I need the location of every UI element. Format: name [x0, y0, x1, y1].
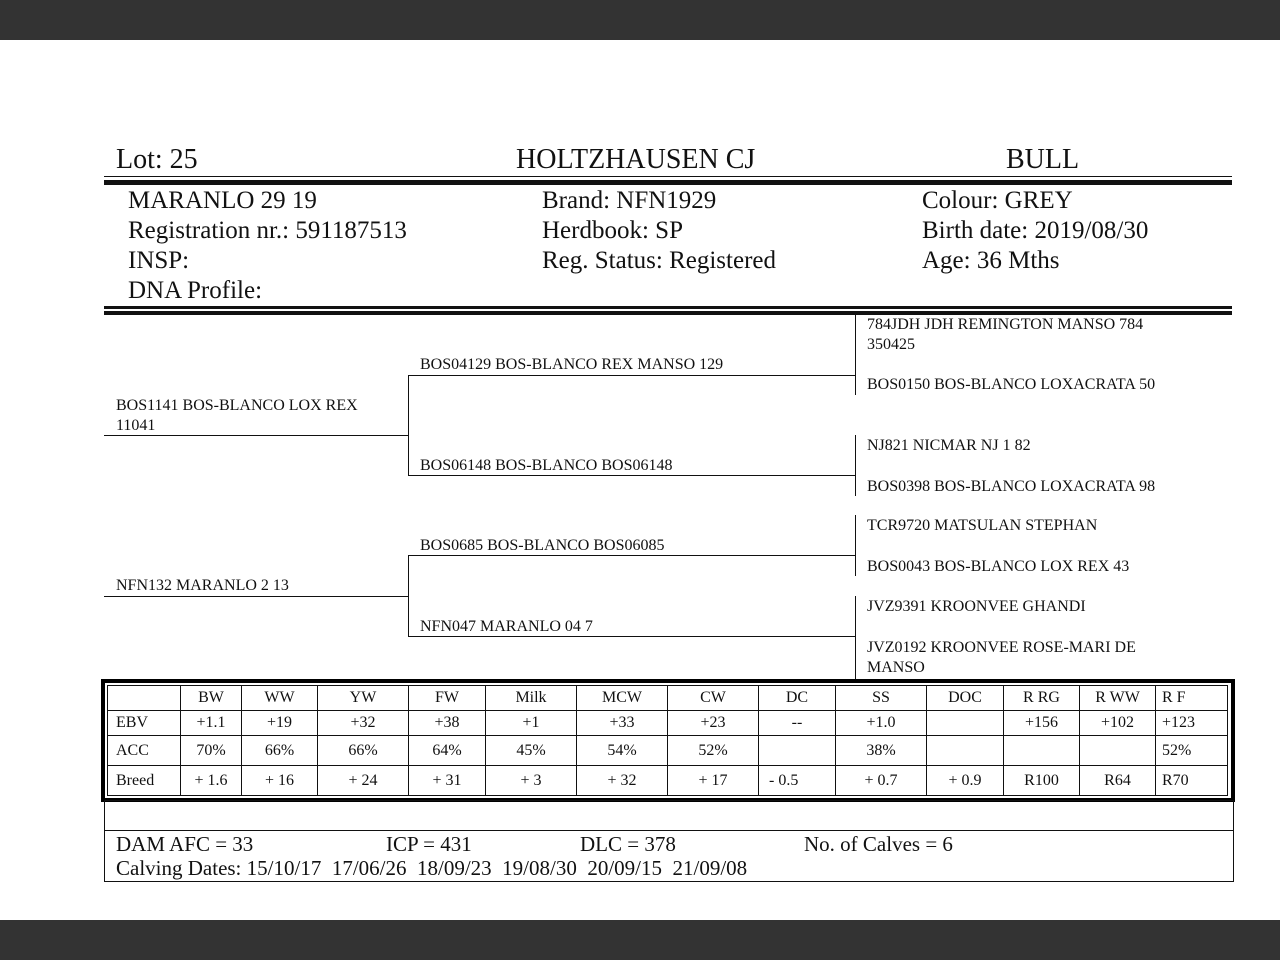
viewer-bottom-bar	[0, 920, 1280, 960]
table-cell: + 0.7	[836, 766, 927, 796]
table-cell: 38%	[836, 736, 927, 766]
acc-row	[108, 736, 1228, 766]
pedigree-sire-sire: BOS04129 BOS-BLANCO REX MANSO 129	[420, 356, 724, 373]
dam-line	[104, 596, 409, 597]
header-cell: R RG	[1004, 686, 1080, 711]
table-cell: R70	[1156, 766, 1228, 796]
header-cell: WW	[242, 686, 318, 711]
table-cell: 66%	[242, 736, 318, 766]
header-cell: SS	[836, 686, 927, 711]
pedigree-sire: BOS1141 BOS-BLANCO LOX REX 11041	[116, 397, 358, 434]
registration-status: Reg. Status: Registered	[542, 247, 776, 274]
table-cell: + 17	[668, 766, 759, 796]
gen2-bracket-1	[855, 315, 856, 395]
header-rule-thin	[104, 176, 1232, 177]
header-cell: FW	[409, 686, 486, 711]
ebv-header-row	[108, 686, 1228, 711]
dam-calves-count: No. of Calves = 6	[804, 832, 953, 856]
animal-sex: BULL	[1006, 144, 1080, 175]
pedigree-ggp-3: NJ821 NICMAR NJ 1 82	[867, 437, 1031, 454]
table-cell: +23	[668, 711, 759, 736]
gen2-bracket-3	[855, 515, 856, 576]
pedigree-ggp-2: BOS0150 BOS-BLANCO LOXACRATA 50	[867, 376, 1156, 393]
header-cell: Milk	[486, 686, 577, 711]
header-cell: DC	[759, 686, 836, 711]
table-cell: --	[759, 711, 836, 736]
table-cell: 52%	[668, 736, 759, 766]
sire-dam-line	[408, 475, 855, 476]
lot-number: Lot: 25	[116, 144, 198, 175]
dam-bracket	[408, 555, 409, 636]
table-cell: 45%	[486, 736, 577, 766]
ebv-row	[108, 711, 1228, 736]
info-rule-thin	[104, 306, 1232, 309]
table-cell: + 0.9	[927, 766, 1004, 796]
birth-date: Birth date: 2019/08/30	[922, 217, 1149, 244]
table-cell: +33	[577, 711, 668, 736]
pedigree-ggp-1: 784JDH JDH REMINGTON MANSO 784 350425	[867, 316, 1144, 353]
table-cell: 64%	[409, 736, 486, 766]
table-cell: +1.0	[836, 711, 927, 736]
dna-profile-label: DNA Profile:	[128, 277, 263, 304]
header-rule-thick	[104, 180, 1232, 185]
sire-sire-line	[408, 375, 855, 376]
ebv-table	[107, 685, 1228, 796]
table-cell: +102	[1080, 711, 1156, 736]
table-cell: 70%	[181, 736, 242, 766]
header-cell: DOC	[927, 686, 1004, 711]
dam-info-divider	[104, 830, 1233, 831]
dam-icp: ICP = 431	[386, 832, 472, 856]
table-cell: 66%	[318, 736, 409, 766]
pedigree-dam-dam: NFN047 MARANLO 04 7	[420, 618, 593, 635]
header-cell: YW	[318, 686, 409, 711]
table-cell: +19	[242, 711, 318, 736]
header-cell: R WW	[1080, 686, 1156, 711]
table-cell: + 1.6	[181, 766, 242, 796]
table-cell: + 32	[577, 766, 668, 796]
pedigree-ggp-6: BOS0043 BOS-BLANCO LOX REX 43	[867, 558, 1130, 575]
table-cell: + 24	[318, 766, 409, 796]
table-cell: 54%	[577, 736, 668, 766]
header-cell: R F	[1156, 686, 1228, 711]
pedigree-ggp-7: JVZ9391 KROONVEE GHANDI	[867, 598, 1086, 615]
insp-label: INSP:	[128, 247, 190, 274]
table-cell: +32	[318, 711, 409, 736]
dam-sire-line	[408, 555, 855, 556]
table-cell: + 3	[486, 766, 577, 796]
header-cell: CW	[668, 686, 759, 711]
dam-dam-line	[408, 636, 855, 637]
row-label: EBV	[108, 711, 181, 736]
pedigree-ggp-5: TCR9720 MATSULAN STEPHAN	[867, 517, 1098, 534]
breeder-name: HOLTZHAUSEN CJ	[516, 144, 756, 175]
header-cell	[108, 686, 181, 711]
table-cell: 52%	[1156, 736, 1228, 766]
table-cell	[1004, 736, 1080, 766]
brand: Brand: NFN1929	[542, 187, 717, 214]
dam-afc: DAM AFC = 33	[116, 832, 254, 856]
pedigree-dam: NFN132 MARANLO 2 13	[116, 577, 289, 594]
row-label: ACC	[108, 736, 181, 766]
age: Age: 36 Mths	[922, 247, 1060, 274]
breed-row	[108, 766, 1228, 796]
table-cell: +1	[486, 711, 577, 736]
gen2-bracket-2	[855, 435, 856, 496]
table-cell	[927, 736, 1004, 766]
table-cell: R64	[1080, 766, 1156, 796]
table-cell: + 16	[242, 766, 318, 796]
pedigree-ggp-4: BOS0398 BOS-BLANCO LOXACRATA 98	[867, 478, 1156, 495]
table-cell: +1.1	[181, 711, 242, 736]
table-cell	[1080, 736, 1156, 766]
dam-dlc: DLC = 378	[580, 832, 676, 856]
pedigree-dam-sire: BOS0685 BOS-BLANCO BOS06085	[420, 537, 665, 554]
colour: Colour: GREY	[922, 187, 1073, 214]
pedigree-sire-dam: BOS06148 BOS-BLANCO BOS06148	[420, 457, 673, 474]
table-cell: +38	[409, 711, 486, 736]
animal-name: MARANLO 29 19	[128, 187, 317, 214]
table-cell: + 31	[409, 766, 486, 796]
table-cell	[759, 736, 836, 766]
table-cell	[927, 711, 1004, 736]
table-cell: +123	[1156, 711, 1228, 736]
sire-line	[104, 435, 409, 436]
table-cell: - 0.5	[759, 766, 836, 796]
calving-dates: Calving Dates: 15/10/17 17/06/26 18/09/23 19/08/30 20/09/15 21/09/08	[116, 856, 748, 880]
header-cell: MCW	[577, 686, 668, 711]
table-cell: +156	[1004, 711, 1080, 736]
row-label: Breed	[108, 766, 181, 796]
header-cell: BW	[181, 686, 242, 711]
registration-number: Registration nr.: 591187513	[128, 217, 407, 244]
sire-bracket	[408, 375, 409, 475]
table-cell: R100	[1004, 766, 1080, 796]
pedigree-ggp-8: JVZ0192 KROONVEE ROSE-MARI DE MANSO	[867, 639, 1136, 676]
viewer-top-bar	[0, 0, 1280, 40]
herdbook: Herdbook: SP	[542, 217, 683, 244]
gen2-bracket-4	[855, 596, 856, 679]
